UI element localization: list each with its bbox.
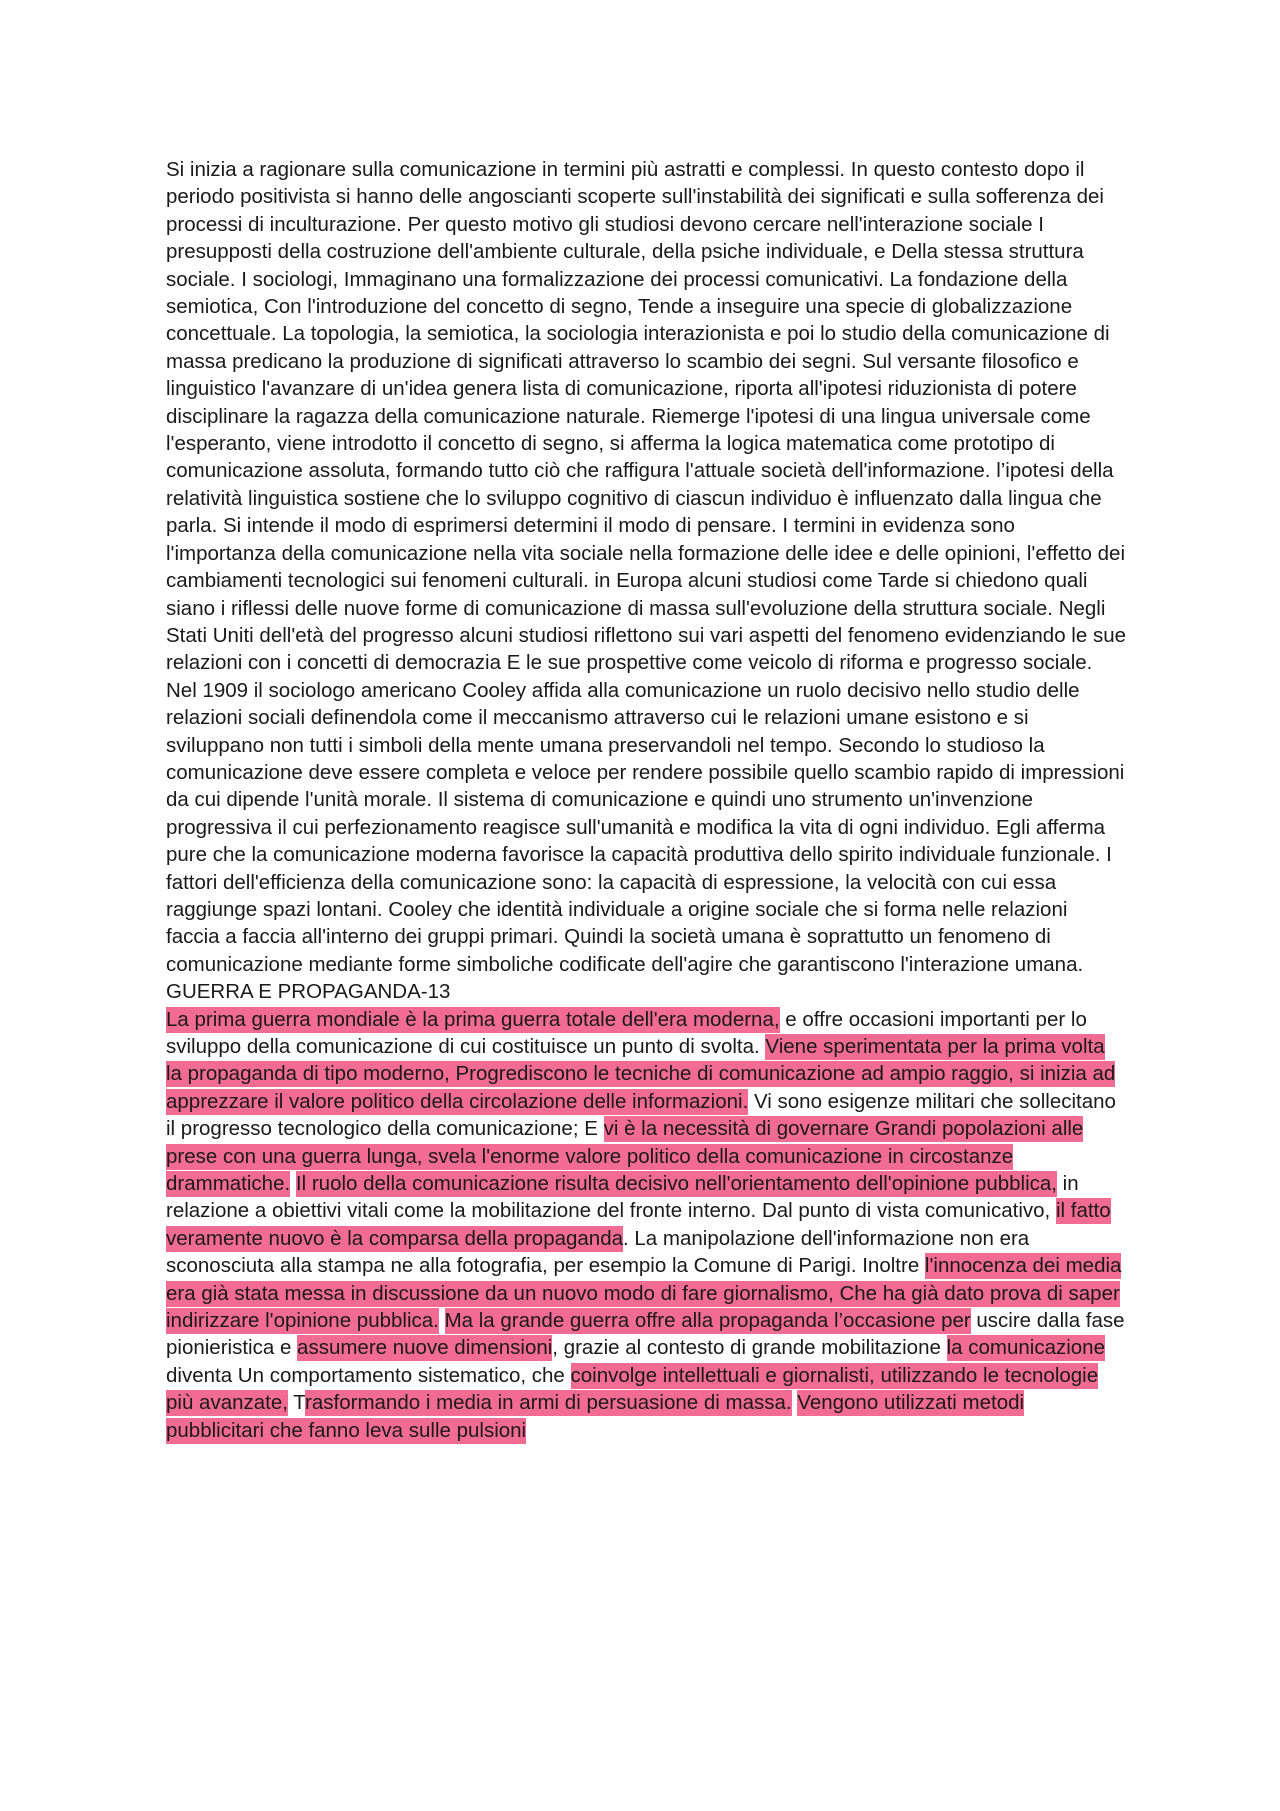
highlighted-text: assumere nuove dimensioni xyxy=(297,1336,553,1360)
plain-text: e offre occasioni importanti per lo sviluppo della comunicazione di cui costituisce un punto di svolta. xyxy=(166,1007,1087,1058)
plain-text: in relazione a obiettivi vitali come la mobilitazione del fronte interno. Dal punto di vista comunicativo, xyxy=(166,1172,1079,1223)
plain-text: uscire dalla fase pionieristica e xyxy=(166,1309,1125,1360)
plain-text: , grazie al contesto di grande mobilitazione xyxy=(552,1336,947,1360)
highlighted-text: Ma la grande guerra offre alla propaganda l’occasione per xyxy=(444,1309,971,1333)
highlighted-text: vi è la necessità di governare Grandi popolazioni alle prese con una guerra lunga, svela l'enorme valore politico della comunicazione in circostanze drammatiche. xyxy=(166,1117,1084,1196)
highlighted-text: la comunicazione xyxy=(946,1336,1105,1360)
highlighted-text: La prima guerra mondiale è la prima guerra totale dell'era moderna, xyxy=(166,1007,780,1031)
highlighted-text: rasformando i media in armi di persuasione di massa. xyxy=(305,1391,792,1415)
plain-text: diventa Un comportamento sistematico, che xyxy=(166,1363,571,1387)
intro-paragraph: Si inizia a ragionare sulla comunicazione in termini più astratti e complessi. In questo contesto dopo il periodo positivista si hanno delle angoscianti scoperte sull'instabilità dei significati e sulla sofferenza dei processi di inculturazione. Per questo motivo gli studiosi devono cercare nell'interazione sociale I presupposti della costruzione dell'ambiente culturale, della psiche individuale, e Della stessa struttura sociale. I sociologi, Immaginano una formalizzazione dei processi comunicativi. La fondazione della semiotica, Con l'introduzione del concetto di segno, Tende a inseguire una specie di globalizzazione concettuale. La topologia, la semiotica, la sociologia interazionista e poi lo studio della comunicazione di massa predicano la produzione di significati attraverso lo scambio dei segni. Sul versante filosofico e linguistico l'avanzare di un'idea genera lista di comunicazione, riporta all'ipotesi riduzionista di potere disciplinare la ragazza della comunicazione naturale. Riemerge l'ipotesi di una lingua universale come l'esperanto, viene introdotto il concetto di segno, si afferma la logica matematica come prototipo di comunicazione assoluta, formando tutto ciò che raffigura l'attuale società dell'informazione. l’ipotesi della relatività linguistica sostiene che lo sviluppo cognitivo di ciascun individuo è influenzato dalla lingua che parla. Si intende il modo di esprimersi determini il modo di pensare. I termini in evidenza sono l'importanza della comunicazione nella vita sociale nella formazione delle idee e delle opinioni, l'effetto dei cambiamenti tecnologici sui fenomeni culturali. in Europa alcuni studiosi come Tarde si chiedono quali siano i riflessi delle nuove forme di comunicazione di massa sull'evoluzione della struttura sociale. Negli Stati Uniti dell'età del progresso alcuni studiosi riflettono sui vari aspetti del fenomeno evidenziando le sue relazioni con i concetti di democrazia E le sue prospettive come veicolo di riforma e progresso sociale. Nel 1909 il sociologo americano Cooley affida alla comunicazione un ruolo decisivo nello studio delle relazioni sociali definendola come il meccanismo attraverso cui le relazioni umane esistono e si sviluppano non tutti i simboli della mente umana preservandoli nel tempo. Secondo lo studioso la comunicazione deve essere completa e veloce per rendere possibile quello scambio rapido di impressioni da cui dipende l'unità morale. Il sistema di comunicazione e quindi uno strumento un'invenzione progressiva il cui perfezionamento reagisce sull'umanità e modifica la vita di ogni individuo. Egli afferma pure che la comunicazione moderna favorisce la capacità produttiva dello spirito individuale funzionale. I fattori dell'efficienza della comunicazione sono: la capacità di espressione, la velocità con cui essa raggiunge spazi lontani. Cooley che identità individuale a origine sociale che si forma nelle relazioni faccia a faccia all'interno dei gruppi primari. Quindi la società umana è soprattutto un fenomeno di comunicazione mediante forme simboliche codificate dell'agire che garantiscono l'interazione umana. xyxy=(166,158,1126,976)
plain-text: Vi sono esigenze militari che sollecitano il progresso tecnologico della comunicazione; E xyxy=(166,1089,1116,1141)
highlighted-text: l'innocenza dei media era già stata messa in discussione da un nuovo modo di fare giornalismo, Che ha già dato prova di saper indirizzare l'opinione pubblica. xyxy=(166,1254,1122,1333)
plain-text xyxy=(439,1309,445,1332)
highlighted-text: coinvolge intellettuali e giornalisti, utilizzando le tecnologie più avanzate, xyxy=(166,1363,1099,1415)
section-heading: GUERRA E PROPAGANDA-13 xyxy=(166,980,451,1004)
document-page xyxy=(166,156,1126,1444)
highlighted-text: Viene sperimentata per la prima volta la propaganda di tipo moderno, Progrediscono le tecniche di comunicazione ad ampio raggio, si inizia ad apprezzare il valore politico della circolazione delle informazioni. xyxy=(166,1035,1116,1113)
plain-text: T xyxy=(287,1391,306,1415)
highlighted-text: il fatto veramente nuovo è la comparsa della propaganda xyxy=(166,1199,1111,1250)
highlighted-text: Il ruolo della comunicazione risulta decisivo nell'orientamento dell'opinione pubblica, xyxy=(295,1172,1057,1196)
highlighted-text: Vengono utilizzati metodi pubblicitari che fanno leva sulle pulsioni xyxy=(166,1391,1025,1442)
section-paragraph xyxy=(166,1006,1126,1445)
plain-text: . La manipolazione dell'informazione non era sconosciuta alla stampa ne alla fotografia, per esempio la Comune di Parigi. Inoltre xyxy=(166,1226,1030,1278)
